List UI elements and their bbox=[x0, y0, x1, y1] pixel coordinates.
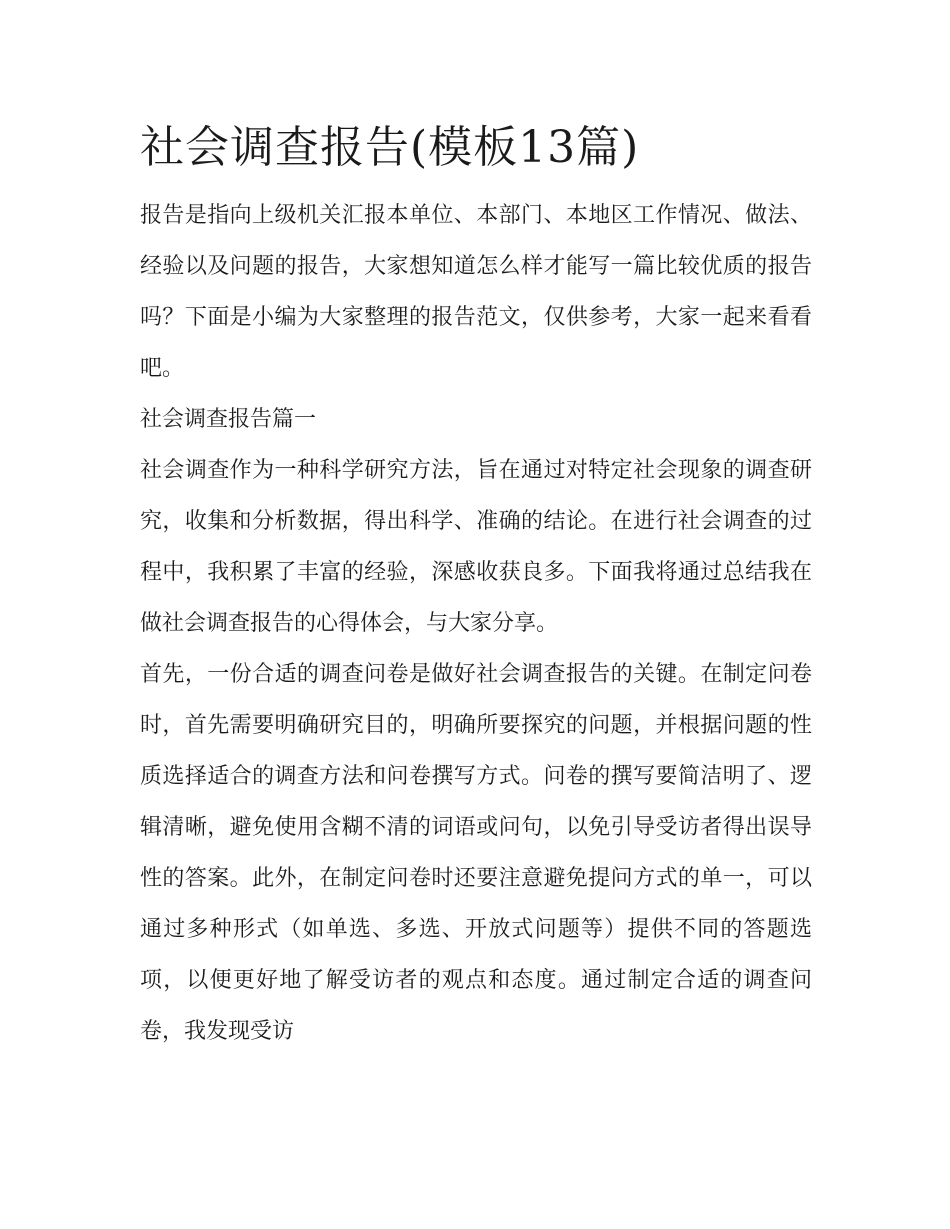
section-heading: 社会调查报告篇一 bbox=[140, 407, 317, 432]
body-paragraph-2: 首先，一份合适的调查问卷是做好社会调查报告的关键。在制定问卷时，首先需要明确研究目的，明确所要探究的问题，并根据问题的性质选择适合的调查方法和问卷撰写方式。问卷的撰写要简洁明了、逻辑清晰，避免使用含糊不清的词语或问句，以免引导受访者得出误导性的答案。此外，在制定问卷时还要注意避免提问方式的单一，可以通过多种形式（如单选、多选、开放式问题等）提供不同的答题选项，以便更好地了解受访者的观点和态度。通过制定合适的调查问卷，我发现受访 bbox=[140, 662, 812, 1044]
document-title: 社会调查报告(模板13篇) bbox=[140, 122, 640, 173]
document-page bbox=[140, 118, 812, 1057]
body-paragraph-1: 社会调查作为一种科学研究方法，旨在通过对特定社会现象的调查研究，收集和分析数据，得出科学、准确的结论。在进行社会调查的过程中，我积累了丰富的经验，深感收获良多。下面我将通过总结我在做社会调查报告的心得体会，与大家分享。 bbox=[140, 458, 812, 636]
intro-paragraph: 报告是指向上级机关汇报本单位、本部门、本地区工作情况、做法、经验以及问题的报告，大家想知道怎么样才能写一篇比较优质的报告吗？下面是小编为大家整理的报告范文，仅供参考，大家一起来看看吧。 bbox=[140, 203, 812, 381]
